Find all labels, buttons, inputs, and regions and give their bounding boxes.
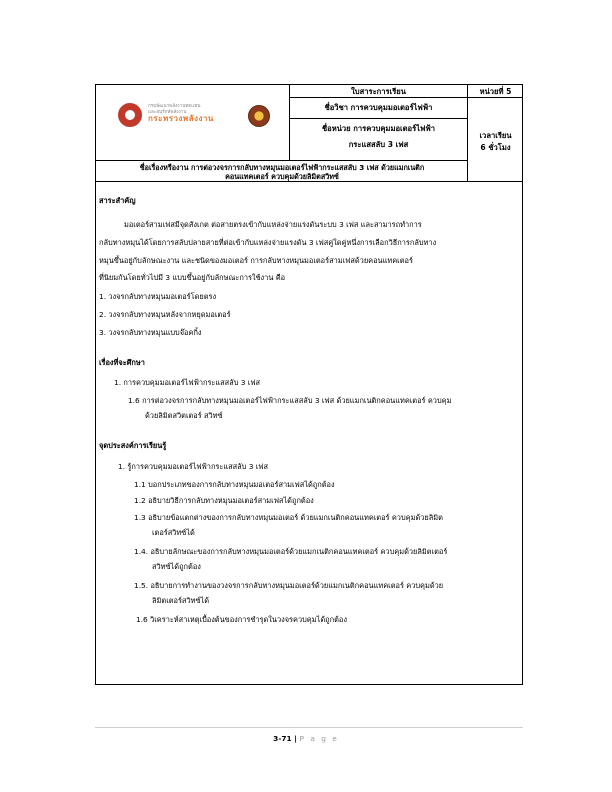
- page-footer: [0, 734, 612, 743]
- summary-line: ที่นิยมกันโดยทั่วไปมี 3 แบบขึ้นอยู่กับลักษณะการใช้งาน คือ: [99, 273, 286, 282]
- objective-item: 1.2 อธิบายวิธีการกลับทางหมุนมอเตอร์สามเฟสได้ถูกต้อง: [134, 496, 314, 505]
- objective-item: 1.4. อธิบายลักษณะของการกลับทางหมุนมอเตอร์ด้วยแมกเนติกคอนแทคเตอร์ ควบคุมด้วยลิมิตเตอร์: [134, 547, 448, 556]
- page-word: P a g e: [299, 734, 339, 743]
- header-table: [95, 84, 523, 182]
- logo-text-line2: และอนุรักษ์พลังงาน: [148, 110, 187, 115]
- objectives-heading: จุดประสงค์การเรียนรู้: [99, 441, 167, 450]
- department-seal-logo: [118, 103, 142, 127]
- summary-line: หมุนขึ้นอยู่กับลักษณะงาน และชนิดของมอเตอร์ การกลับทางหมุนมอเตอร์สามเฟสด้วยคอนแทคเตอร์: [99, 256, 413, 265]
- objective-item: ลิมิตเตอร์สวิทซ์ได้: [152, 596, 209, 605]
- objective-item: 1.6 วิเคราะห์สาเหตุเบื้องต้นของการชำรุดในวงจรควบคุมได้ถูกต้อง: [136, 615, 347, 624]
- sheet-type: ใบสาระการเรียน: [351, 87, 406, 96]
- objective-item: สวิทซ์ได้ถูกต้อง: [152, 562, 201, 571]
- footer-divider: [95, 727, 523, 728]
- objective-item: 1.3 อธิบายข้อแตกต่างของการกลับทางหมุนมอเตอร์ ด้วยแมกเนติกคอนแทคเตอร์ ควบคุมด้วยลิมิต: [134, 513, 443, 522]
- unit-name-line1: ชื่อหน่วย การควบคุมมอเตอร์ไฟฟ้า: [321, 124, 436, 133]
- objective-item: 1.5. อธิบายการทำงานของวงจรการกลับทางหมุนมอเตอร์ด้วยแมกเนติกคอนแทคเตอร์ ควบคุมด้วย: [134, 581, 444, 590]
- study-topics-heading: เรื่องที่จะศึกษา: [99, 358, 145, 367]
- study-topic-item: 1.6 การต่อวงจรการกลับทางหมุนมอเตอร์ไฟฟ้ากระแสสลับ 3 เฟส ด้วยแมกเนติกคอนแทคเตอร์ ควบคุม: [128, 396, 452, 405]
- objective-item: เตอร์สวิทซ์ได้: [152, 528, 195, 537]
- summary-heading: สาระสำคัญ: [99, 196, 136, 205]
- study-time-label: เวลาเรียน: [479, 131, 512, 140]
- college-emblem-logo: [248, 105, 270, 127]
- summary-line: มอเตอร์สามเฟสมีจุดสังเกต ต่อสายตรงเข้ากับแหล่งจ่ายแรงดันระบบ 3 เฟส และสามารถทำการ: [124, 220, 422, 229]
- logo-text-ministry: กระทรวงพลังงาน: [148, 114, 214, 123]
- objective-item: 1.1 บอกประเภทของการกลับทางหมุนมอเตอร์สามเฟสได้ถูกต้อง: [134, 480, 335, 489]
- topic-line2: คอนแทคเตอร์ ควบคุมด้วยลิมิตสวิทซ์: [225, 172, 339, 181]
- objective-main: 1. รู้การควบคุมมอเตอร์ไฟฟ้ากระแสสลับ 3 เฟส: [118, 462, 269, 471]
- summary-list-item: 1. วงจรกลับทางหมุนมอเตอร์โดยตรง: [99, 292, 217, 301]
- ministry-logo-text: [148, 104, 214, 122]
- summary-line: กลับทางหมุนได้โดยการสลับปลายสายที่ต่อเข้ากับแหล่งจ่ายแรงดัน 3 เฟสคู่ใดคู่หนึ่งการเลือกวิธีการกลับทาง: [99, 238, 437, 247]
- subject-name: ชื่อวิชา การควบคุมมอเตอร์ไฟฟ้า: [324, 103, 433, 112]
- page-separator: |: [294, 734, 297, 743]
- page-number: 3-71: [273, 734, 292, 743]
- study-topic-item: 1. การควบคุมมอเตอร์ไฟฟ้ากระแสสลับ 3 เฟส: [114, 378, 261, 387]
- summary-list-item: 2. วงจรกลับทางหมุนหลังจากหยุดมอเตอร์: [99, 310, 231, 319]
- study-topic-item: ด้วยลิมิตสวิตเตอร์ สวิทซ์: [145, 411, 223, 420]
- topic-line1: ชื่อเรื่องหรืองาน การต่อวงจรการกลับทางหมุนมอเตอร์ไฟฟ้ากระแสสลับ 3 เฟส ด้วยแมกเนติก: [139, 163, 425, 172]
- logo-text-line1: กรมพัฒนาพลังงานทดแทน: [148, 104, 201, 109]
- unit-number: หน่วยที่ 5: [479, 87, 512, 96]
- summary-list-item: 3. วงจรกลับทางหมุนแบบจ๊อคกิ้ง: [99, 328, 202, 337]
- study-time-value: 6 ชั่วโมง: [480, 143, 511, 152]
- unit-name-line2: กระแสสลับ 3 เฟส: [348, 140, 409, 149]
